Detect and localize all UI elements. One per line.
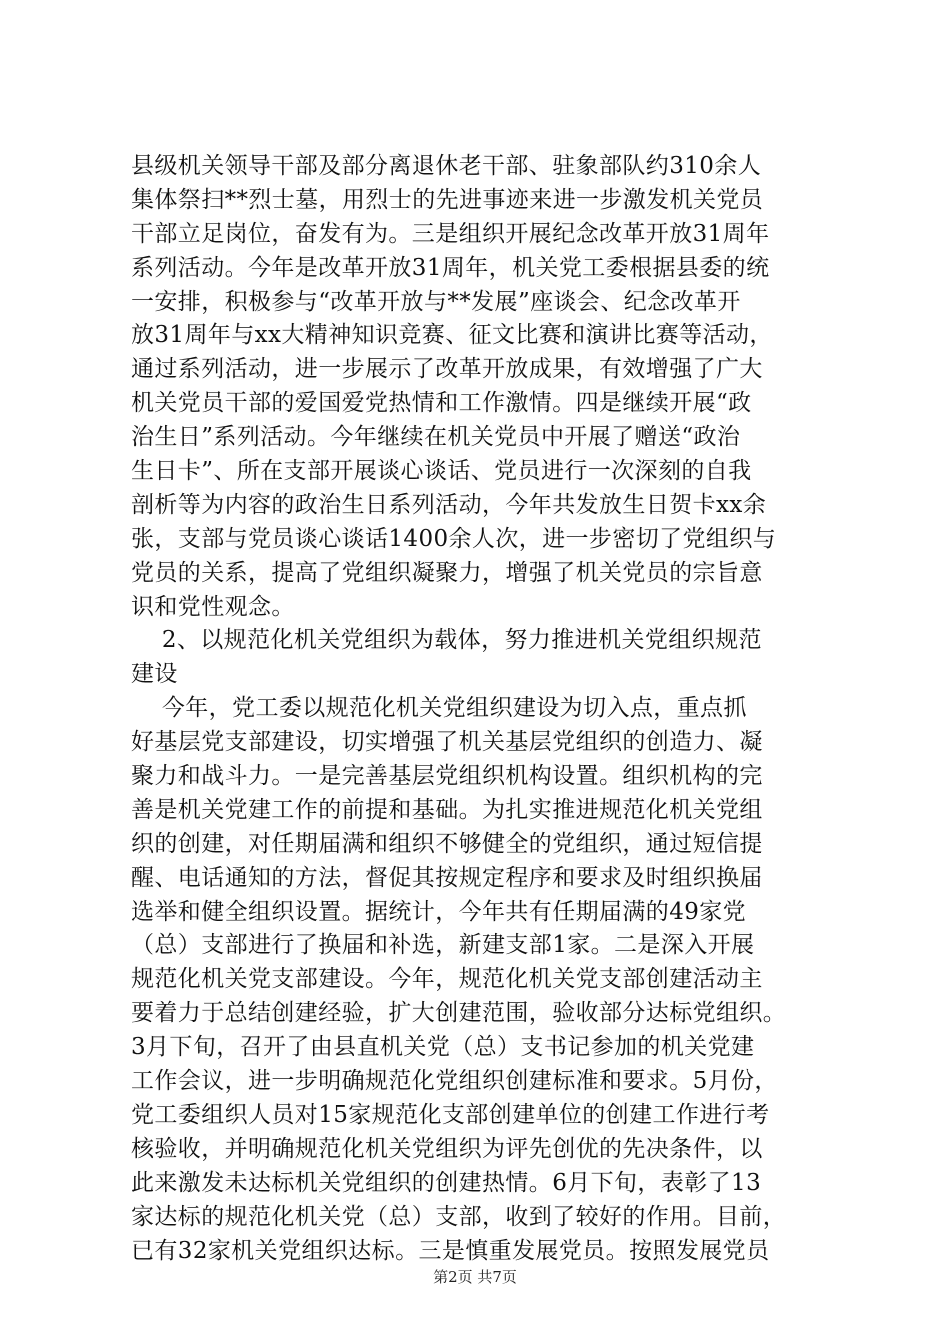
text-line: 规范化机关党支部建设。今年，规范化机关党支部创建活动主 xyxy=(131,966,763,993)
text-line: 聚力和战斗力。一是完善基层党组织机构设置。组织机构的完 xyxy=(131,763,763,790)
text-line: 选举和健全组织设置。据统计，今年共有任期届满的49家党 xyxy=(131,898,747,925)
text-line: 家达标的规范化机关党（总）支部，收到了较好的作用。目前， xyxy=(131,1203,787,1230)
text-line: 已有32家机关党组织达标。三是慎重发展党员。按照发展党员 xyxy=(131,1237,770,1264)
text-line: 放31周年与xx大精神知识竞赛、征文比赛和演讲比赛等活动， xyxy=(131,322,773,349)
text-line: （总）支部进行了换届和补选，新建支部1家。二是深入开展 xyxy=(131,932,755,959)
text-line: 集体祭扫**烈士墓，用烈士的先进事迹来进一步激发机关党员 xyxy=(131,186,764,213)
text-line: 工作会议，进一步明确规范化党组织创建标准和要求。5月份， xyxy=(131,1068,778,1095)
page-footer: 第2页 共7页 xyxy=(433,1268,517,1286)
text-line: 善是机关党建工作的前提和基础。为扎实推进规范化机关党组 xyxy=(131,796,763,823)
text-line: 剖析等为内容的政治生日系列活动，今年共发放生日贺卡xx余 xyxy=(131,491,767,518)
text-line: 核验收，并明确规范化机关党组织为评先创优的先决条件，以 xyxy=(131,1135,763,1162)
text-line: 党工委组织人员对15家规范化支部创建单位的创建工作进行考 xyxy=(131,1101,770,1128)
text-line: 机关党员干部的爱国爱党热情和工作激情。四是继续开展“政 xyxy=(131,390,752,417)
text-line: 干部立足岗位，奋发有为。三是组织开展纪念改革开放31周年 xyxy=(131,220,770,247)
text-line: 系列活动。今年是改革开放31周年，机关党工委根据县委的统 xyxy=(131,254,770,281)
text-line: 织的创建，对任期届满和组织不够健全的党组织，通过短信提 xyxy=(131,830,763,857)
text-line: 治生日”系列活动。今年继续在机关党员中开展了赠送“政治 xyxy=(131,424,741,451)
text-line: 3月下旬，召开了由县直机关党（总）支书记参加的机关党建 xyxy=(131,1034,755,1061)
text-line: 要着力于总结创建经验，扩大创建范围，验收部分达标党组织。 xyxy=(131,1000,787,1027)
text-line: 建设 xyxy=(131,661,178,688)
text-line: 生日卡”、所在支部开展谈心谈话、党员进行一次深刻的自我 xyxy=(131,458,752,485)
text-line: 好基层党支部建设，切实增强了机关基层党组织的创造力、凝 xyxy=(131,729,763,756)
text-line: 通过系列活动，进一步展示了改革开放成果，有效增强了广大 xyxy=(131,356,763,383)
text-line: 今年，党工委以规范化机关党组织建设为切入点，重点抓 xyxy=(131,695,747,722)
text-line: 党员的关系，提高了党组织凝聚力，增强了机关党员的宗旨意 xyxy=(131,559,763,586)
text-line: 醒、电话通知的方法，督促其按规定程序和要求及时组织换届 xyxy=(131,864,763,891)
document-body xyxy=(131,150,831,1268)
text-line: 识和党性观念。 xyxy=(131,593,295,620)
text-line: 张，支部与党员谈心谈话1400余人次，进一步密切了党组织与 xyxy=(131,525,777,552)
text-line: 此来激发未达标机关党组织的创建热情。6月下旬，表彰了13 xyxy=(131,1169,762,1196)
text-line: 一安排，积极参与“改革开放与**发展”座谈会、纪念改革开 xyxy=(131,288,741,315)
text-line: 2、以规范化机关党组织为载体，努力推进机关党组织规范 xyxy=(131,627,762,654)
text-line: 县级机关领导干部及部分离退休老干部、驻象部队约310余人 xyxy=(131,153,762,179)
